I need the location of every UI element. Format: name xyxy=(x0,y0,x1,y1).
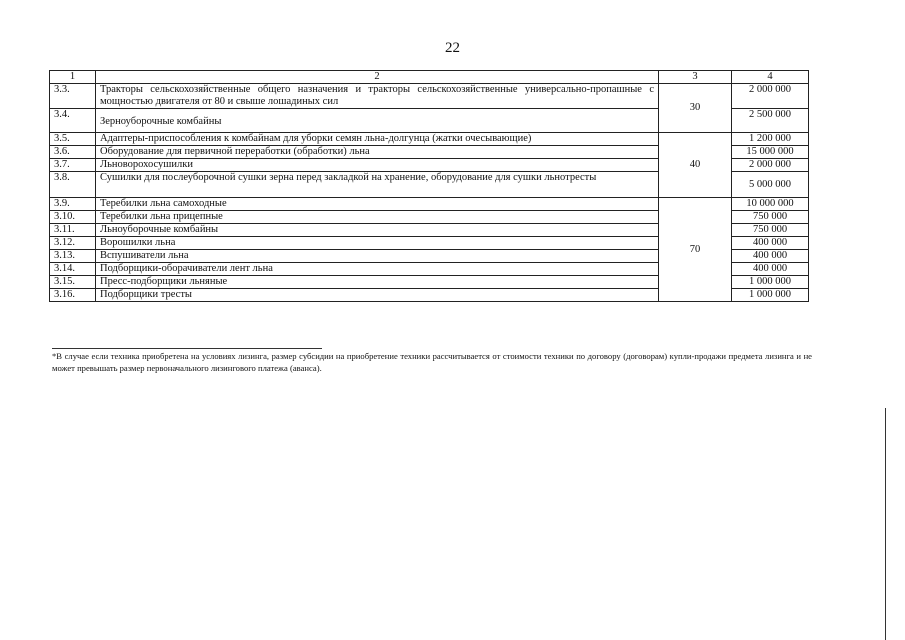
row-number: 3.3. xyxy=(50,84,96,109)
row-number: 3.11. xyxy=(50,224,96,237)
table-row xyxy=(50,133,809,146)
table-row xyxy=(50,198,809,211)
row-amount: 400 000 xyxy=(732,263,809,276)
row-number: 3.12. xyxy=(50,237,96,250)
row-amount: 1 200 000 xyxy=(732,133,809,146)
footnote: *В случае если техника приобретена на условиях лизинга, размер субсидии на приобретение техники рассчитывается от стоимости техники по договору (договорам) купли-продажи предмета лизинга и не может превышать размер первоначального лизингового платежа (аванса). xyxy=(52,351,812,373)
row-amount: 2 500 000 xyxy=(732,109,809,133)
row-number: 3.4. xyxy=(50,109,96,133)
row-name: Льноворохосушилки xyxy=(96,159,659,172)
page-number: 22 xyxy=(445,40,460,56)
footnote-divider xyxy=(52,348,322,349)
header-cell: 4 xyxy=(732,71,809,84)
row-amount: 400 000 xyxy=(732,250,809,263)
row-number: 3.6. xyxy=(50,146,96,159)
row-number: 3.8. xyxy=(50,172,96,198)
row-number: 3.14. xyxy=(50,263,96,276)
scan-edge-line xyxy=(885,408,886,640)
row-amount: 2 000 000 xyxy=(732,84,809,109)
row-name: Адаптеры-приспособления к комбайнам для уборки семян льна-долгунца (жатки очесывающие) xyxy=(96,133,659,146)
row-amount: 2 000 000 xyxy=(732,159,809,172)
row-name: Сушилки для послеуборочной сушки зерна перед закладкой на хранение, оборудование для сушки льнотресты xyxy=(96,172,659,198)
row-number: 3.15. xyxy=(50,276,96,289)
subsidy-percent: 40 xyxy=(659,133,732,198)
header-cell: 3 xyxy=(659,71,732,84)
header-cell: 1 xyxy=(50,71,96,84)
row-amount: 750 000 xyxy=(732,211,809,224)
row-amount: 5 000 000 xyxy=(732,172,809,198)
row-name: Льноуборочные комбайны xyxy=(96,224,659,237)
row-amount: 1 000 000 xyxy=(732,276,809,289)
row-number: 3.16. xyxy=(50,289,96,302)
row-name: Ворошилки льна xyxy=(96,237,659,250)
subsidy-table xyxy=(49,70,809,302)
row-name: Подборщики тресты xyxy=(96,289,659,302)
row-amount: 400 000 xyxy=(732,237,809,250)
row-name: Вспушиватели льна xyxy=(96,250,659,263)
row-amount: 750 000 xyxy=(732,224,809,237)
row-number: 3.7. xyxy=(50,159,96,172)
table-row xyxy=(50,84,809,109)
row-name: Тракторы сельскохозяйственные общего назначения и тракторы сельскохозяйственные универсально-пропашные с мощностью двигателя от 80 и свыше лошадиных сил xyxy=(96,84,659,109)
row-number: 3.13. xyxy=(50,250,96,263)
row-number: 3.9. xyxy=(50,198,96,211)
subsidy-percent: 70 xyxy=(659,198,732,302)
row-amount: 1 000 000 xyxy=(732,289,809,302)
subsidy-percent: 30 xyxy=(659,84,732,133)
row-number: 3.10. xyxy=(50,211,96,224)
row-number: 3.5. xyxy=(50,133,96,146)
row-name: Оборудование для первичной переработки (обработки) льна xyxy=(96,146,659,159)
row-amount: 10 000 000 xyxy=(732,198,809,211)
row-name: Зерноуборочные комбайны xyxy=(96,109,659,133)
header-cell: 2 xyxy=(96,71,659,84)
row-amount: 15 000 000 xyxy=(732,146,809,159)
table-header-row xyxy=(50,71,809,84)
row-name: Подборщики-оборачиватели лент льна xyxy=(96,263,659,276)
row-name: Пресс-подборщики льняные xyxy=(96,276,659,289)
row-name: Теребилки льна самоходные xyxy=(96,198,659,211)
row-name: Теребилки льна прицепные xyxy=(96,211,659,224)
